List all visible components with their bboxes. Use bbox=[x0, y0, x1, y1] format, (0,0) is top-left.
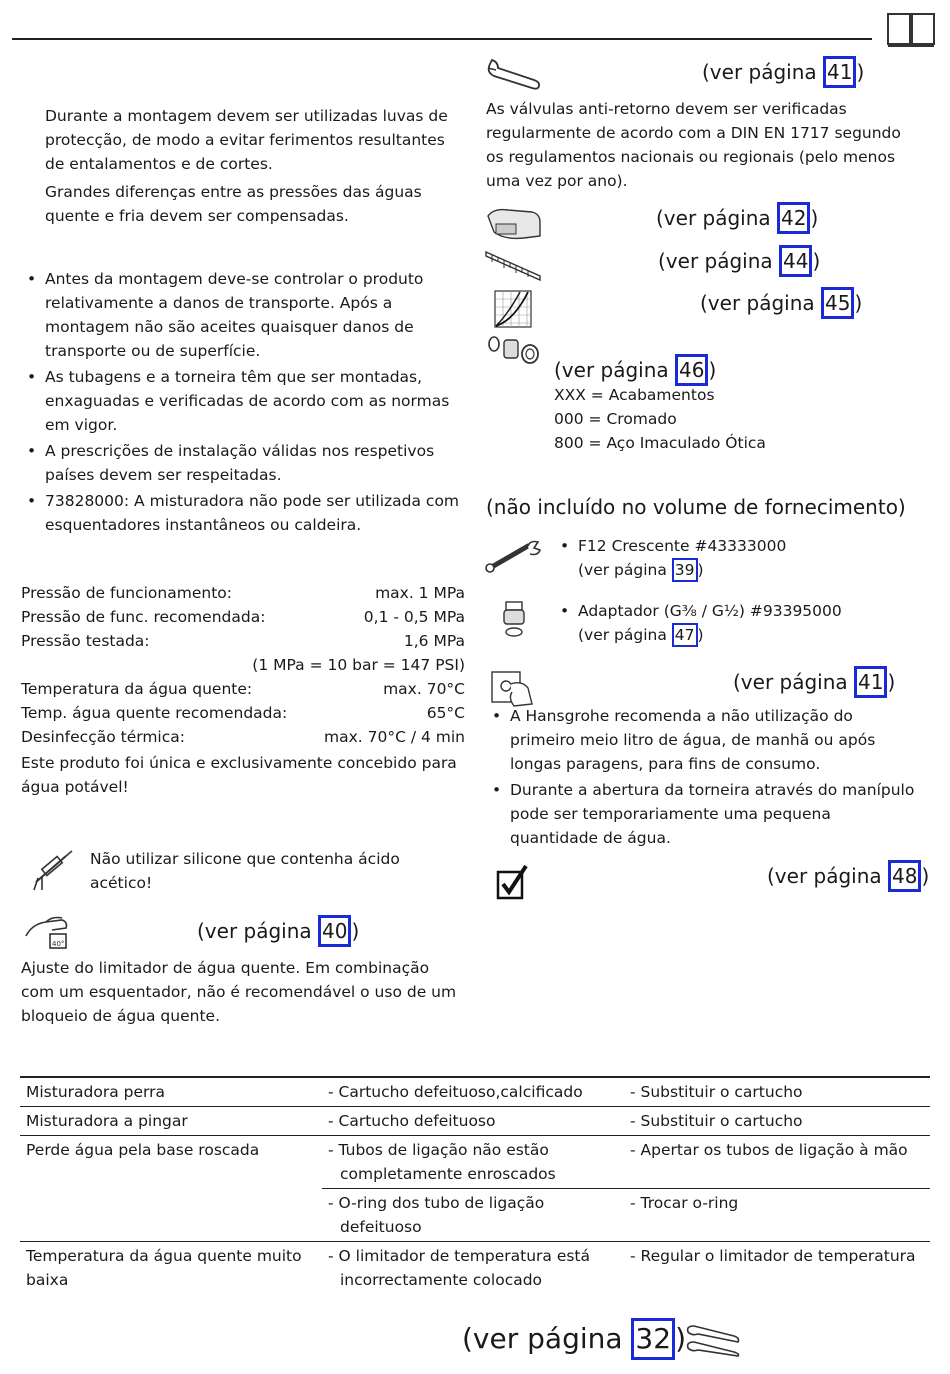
accessory-name: Adaptador (G⅜ / G½) #93395000 bbox=[578, 602, 842, 620]
finish-codes bbox=[554, 383, 766, 455]
tech-row: Pressão de funcionamento: max. 1 MPa bbox=[21, 584, 465, 602]
finish-row: XXX = Acabamentos bbox=[554, 386, 715, 404]
list-item: • 73828000: A misturadora não pode ser utilizada com esquentadores instantâneos ou caldeira. bbox=[21, 489, 467, 537]
operation-page-ref[interactable]: (ver página 41 ) bbox=[733, 666, 895, 698]
table-row: Perde água pela base roscada - Tubos de ligação não estão completamente enroscados - Apertar os tubos de ligação à mão bbox=[20, 1136, 930, 1189]
header-rule bbox=[12, 38, 872, 40]
safety-text: Grandes diferenças entre as pressões das águas quente e fria devem ser compensadas. bbox=[45, 183, 422, 225]
limiter-text: Ajuste do limitador de água quente. Em combinação com um esquentador, não é recomendável o uso de um bloqueio de água quente. bbox=[21, 959, 457, 1025]
page-link[interactable]: 44 bbox=[779, 245, 812, 277]
accessory-name: F12 Crescente #43333000 bbox=[578, 537, 787, 555]
accessory-item bbox=[554, 534, 934, 584]
table-row: Misturadora a pingar - Cartucho defeituoso - Substituir o cartucho bbox=[20, 1107, 930, 1136]
tech-row: Temperatura da água quente: max. 70°C bbox=[21, 680, 465, 698]
accessory-page-ref[interactable]: (ver página 47 ) bbox=[578, 626, 704, 644]
tech-row: Pressão testada: 1,6 MPa bbox=[21, 632, 465, 650]
finish-row: 000 = Cromado bbox=[554, 410, 677, 428]
installation-notes bbox=[21, 267, 467, 539]
list-item: • A prescrições de instalação válidas nos respetivos países devem ser respeitadas. bbox=[21, 439, 467, 487]
silicone-note: Não utilizar silicone que contenha ácido acético! bbox=[90, 850, 400, 892]
spare-parts-page-ref[interactable]: (ver página 46 ) bbox=[554, 354, 716, 386]
list-item: • A Hansgrohe recomenda a não utilização do primeiro meio litro de água, de manhã ou após longas paragens, para fins de consumo. bbox=[486, 704, 920, 776]
tech-row: (1 MPa = 10 bar = 147 PSI) bbox=[252, 656, 465, 674]
page-link[interactable]: 42 bbox=[777, 202, 810, 234]
accessory-page-ref[interactable]: (ver página 39 ) bbox=[578, 561, 704, 579]
safety-text: Durante a montagem devem ser utilizadas luvas de protecção, de modo a evitar ferimentos resultantes de entalamentos e de cortes. bbox=[45, 107, 448, 173]
tech-note: Este produto foi única e exclusivamente concebido para água potável! bbox=[21, 754, 457, 796]
maintenance-text: As válvulas anti-retorno devem ser verificadas regularmente de acordo com a DIN EN 1717 segundo os regulamentos nacionais ou regionais (pelo menos uma vez por ano). bbox=[486, 100, 901, 190]
test-page-ref[interactable]: (ver página 48 ) bbox=[767, 860, 929, 892]
table-row: - O-ring dos tubo de ligação defeituoso - Trocar o-ring bbox=[20, 1189, 930, 1242]
table-row: Misturadora perra - Cartucho defeituoso,calcificado - Substituir o cartucho bbox=[20, 1077, 930, 1107]
page-link[interactable]: 41 bbox=[823, 56, 856, 88]
safety-section bbox=[45, 104, 465, 228]
dimensions-page-ref[interactable]: (ver página 44 ) bbox=[658, 245, 820, 277]
spanner-icon bbox=[484, 538, 544, 574]
finish-row: 800 = Aço Imaculado Ótica bbox=[554, 434, 766, 452]
hand-adjust-icon bbox=[22, 914, 72, 954]
troubleshooting-table bbox=[20, 1076, 930, 1294]
flow-page-ref[interactable]: (ver página 45 ) bbox=[700, 287, 862, 319]
technical-data bbox=[21, 581, 465, 799]
footer-page-ref[interactable]: (ver página 32 ) bbox=[462, 1318, 686, 1360]
tech-row: Pressão de func. recomendada: 0,1 - 0,5 MPa bbox=[21, 608, 465, 626]
list-item: • Antes da montagem deve-se controlar o produto relativamente a danos de transporte. Após a montagem não são aceites quaisquer danos de transporte ou de superfície. bbox=[21, 267, 467, 363]
silicone-gun-icon bbox=[26, 848, 74, 892]
cleaning-hand-icon bbox=[484, 202, 544, 242]
page-link[interactable]: 48 bbox=[888, 860, 921, 892]
adapter-icon bbox=[500, 600, 528, 638]
checkmark-box-icon bbox=[496, 864, 530, 900]
spare-parts-icon bbox=[486, 334, 544, 366]
page-link[interactable]: 45 bbox=[821, 287, 854, 319]
page-link[interactable]: 40 bbox=[318, 915, 351, 947]
flow-diagram-icon bbox=[494, 290, 532, 328]
svg-text:40°: 40° bbox=[52, 940, 65, 948]
tech-row: Desinfecção térmica: max. 70°C / 4 min bbox=[21, 728, 465, 746]
maintenance-page-ref[interactable]: (ver página 41 ) bbox=[702, 56, 864, 88]
accessories-heading: (não incluído no volume de fornecimento) bbox=[486, 495, 906, 519]
page-link[interactable]: 39 bbox=[672, 558, 698, 582]
operation-notes bbox=[486, 704, 920, 852]
tech-row: Temp. água quente recomendada: 65°C bbox=[21, 704, 465, 722]
book-icon bbox=[886, 12, 936, 48]
list-item: • As tubagens e a torneira têm que ser montadas, enxaguadas e verificadas de acordo com as normas em vigor. bbox=[21, 365, 467, 437]
page-link[interactable]: 47 bbox=[672, 623, 698, 647]
table-row: Temperatura da água quente muito baixa - O limitador de temperatura está incorrectamente colocado - Regular o limitador de temperatura bbox=[26, 1247, 916, 1289]
accessory-item bbox=[554, 599, 934, 649]
operate-handle-icon bbox=[488, 666, 536, 708]
page-link[interactable]: 32 bbox=[631, 1318, 675, 1360]
cleaning-page-ref[interactable]: (ver página 42 ) bbox=[656, 202, 818, 234]
limiter-page-ref[interactable]: (ver página 40 ) bbox=[197, 915, 359, 947]
page-link[interactable]: 41 bbox=[854, 666, 887, 698]
ruler-icon bbox=[484, 248, 542, 282]
tools-icon bbox=[684, 1322, 742, 1358]
page-link[interactable]: 46 bbox=[675, 354, 708, 386]
wrench-icon bbox=[484, 58, 542, 94]
list-item: • Durante a abertura da torneira através do manípulo pode ser temporariamente uma pequena quantidade de água. bbox=[486, 778, 920, 850]
